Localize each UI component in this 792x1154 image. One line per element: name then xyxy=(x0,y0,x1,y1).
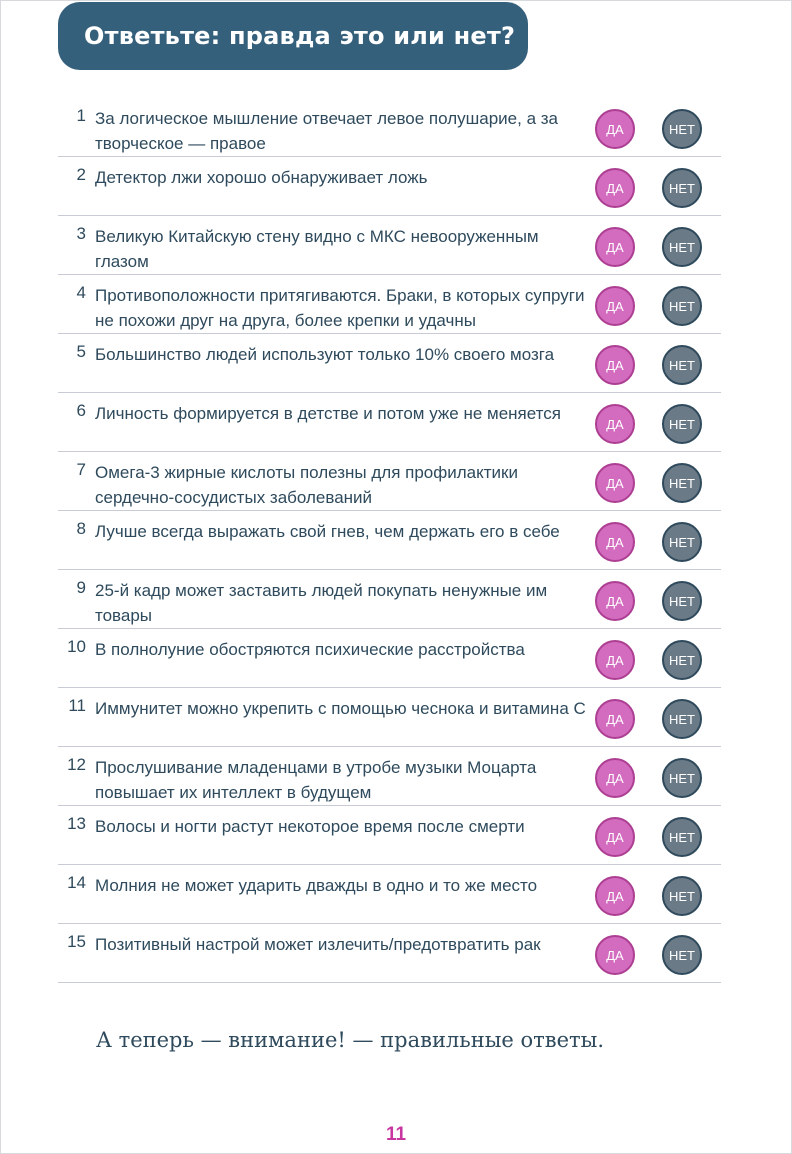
question-text: Позитивный настрой может излечить/предотвратить рак xyxy=(95,935,541,954)
question-text: Омега-3 жирные кислоты полезны для профилактики сердечно-сосудистых заболеваний xyxy=(95,463,518,507)
no-button[interactable]: НЕТ xyxy=(662,817,702,857)
question-number: 10 xyxy=(67,637,86,656)
yes-button[interactable]: ДА xyxy=(595,168,635,208)
yes-button[interactable]: ДА xyxy=(595,404,635,444)
question-row xyxy=(58,688,721,747)
yes-button[interactable]: ДА xyxy=(595,817,635,857)
question-list xyxy=(58,98,721,983)
question-row xyxy=(58,275,721,334)
answers-note: А теперь — внимание! — правильные ответы. xyxy=(96,1028,605,1052)
no-button[interactable]: НЕТ xyxy=(662,699,702,739)
question-row xyxy=(58,216,721,275)
no-button[interactable]: НЕТ xyxy=(662,876,702,916)
question-text: Противоположности притягиваются. Браки, в которых супруги не похожи друг на друга, более крепки и удачны xyxy=(95,286,585,330)
question-number: 4 xyxy=(76,283,86,302)
question-text: Молния не может ударить дважды в одно и то же место xyxy=(95,876,538,895)
question-row xyxy=(58,511,721,570)
question-text: За логическое мышление отвечает левое полушарие, а за творческое — правое xyxy=(95,109,558,153)
yes-button[interactable]: ДА xyxy=(595,876,635,916)
question-number: 13 xyxy=(67,814,86,833)
no-button[interactable]: НЕТ xyxy=(662,935,702,975)
question-row xyxy=(58,157,721,216)
no-button[interactable]: НЕТ xyxy=(662,168,702,208)
question-row xyxy=(58,629,721,688)
question-text: Личность формируется в детстве и потом уже не меняется xyxy=(95,404,561,423)
question-row xyxy=(58,806,721,865)
question-text: 25-й кадр может заставить людей покупать ненужные им товары xyxy=(95,581,548,625)
question-text: Прослушивание младенцами в утробе музыки Моцарта повышает их интеллект в будущем xyxy=(95,758,537,802)
no-button[interactable]: НЕТ xyxy=(662,581,702,621)
question-row xyxy=(58,334,721,393)
no-button[interactable]: НЕТ xyxy=(662,640,702,680)
question-text: В полнолуние обостряются психические расстройства xyxy=(95,640,525,659)
no-button[interactable]: НЕТ xyxy=(662,404,702,444)
question-text: Великую Китайскую стену видно с МКС невооруженным глазом xyxy=(95,227,539,271)
question-number: 9 xyxy=(76,578,86,597)
question-row xyxy=(58,747,721,806)
yes-button[interactable]: ДА xyxy=(595,345,635,385)
question-number: 15 xyxy=(67,932,86,951)
question-text: Волосы и ногти растут некоторое время после смерти xyxy=(95,817,525,836)
yes-button[interactable]: ДА xyxy=(595,227,635,267)
yes-button[interactable]: ДА xyxy=(595,286,635,326)
question-row xyxy=(58,570,721,629)
question-number: 8 xyxy=(76,519,86,538)
yes-button[interactable]: ДА xyxy=(595,581,635,621)
yes-button[interactable]: ДА xyxy=(595,522,635,562)
question-text: Лучше всегда выражать свой гнев, чем держать его в себе xyxy=(95,522,560,541)
question-number: 7 xyxy=(76,460,86,479)
question-row xyxy=(58,393,721,452)
question-number: 14 xyxy=(67,873,86,892)
no-button[interactable]: НЕТ xyxy=(662,227,702,267)
no-button[interactable]: НЕТ xyxy=(662,758,702,798)
question-number: 2 xyxy=(76,165,86,184)
question-row xyxy=(58,924,721,983)
no-button[interactable]: НЕТ xyxy=(662,345,702,385)
yes-button[interactable]: ДА xyxy=(595,699,635,739)
question-text: Иммунитет можно укрепить с помощью чеснока и витамина С xyxy=(95,699,586,718)
question-number: 5 xyxy=(76,342,86,361)
yes-button[interactable]: ДА xyxy=(595,935,635,975)
question-number: 6 xyxy=(76,401,86,420)
no-button[interactable]: НЕТ xyxy=(662,522,702,562)
yes-button[interactable]: ДА xyxy=(595,640,635,680)
page-number: 11 xyxy=(385,1124,407,1145)
question-number: 12 xyxy=(67,755,86,774)
yes-button[interactable]: ДА xyxy=(595,109,635,149)
question-row xyxy=(58,452,721,511)
yes-button[interactable]: ДА xyxy=(595,463,635,503)
question-text: Детектор лжи хорошо обнаруживает ложь xyxy=(95,168,428,187)
question-number: 1 xyxy=(76,106,86,125)
question-row xyxy=(58,865,721,924)
no-button[interactable]: НЕТ xyxy=(662,463,702,503)
question-text: Большинство людей используют только 10% своего мозга xyxy=(95,345,555,364)
no-button[interactable]: НЕТ xyxy=(662,109,702,149)
page-title: Ответьте: правда это или нет? xyxy=(84,22,516,50)
yes-button[interactable]: ДА xyxy=(595,758,635,798)
question-number: 11 xyxy=(68,696,86,715)
question-row xyxy=(58,98,721,157)
title-banner xyxy=(58,2,528,70)
question-number: 3 xyxy=(76,224,86,243)
no-button[interactable]: НЕТ xyxy=(662,286,702,326)
